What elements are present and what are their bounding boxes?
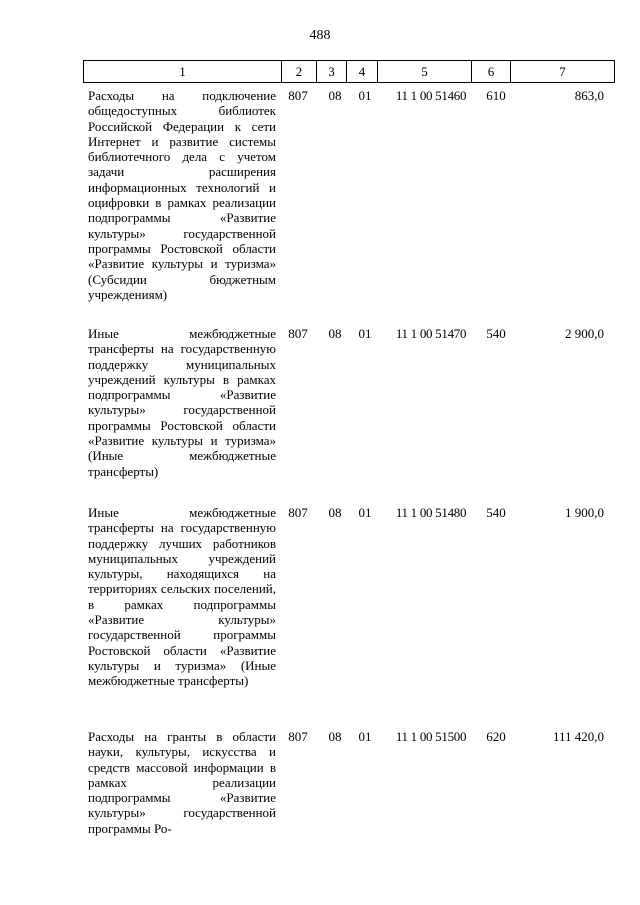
column-header-row — [83, 60, 615, 83]
column-header-6: 6 — [472, 61, 511, 83]
expense-type-code: 620 — [486, 729, 506, 744]
ministry-code: 807 — [288, 729, 308, 744]
amount: 1 900,0 — [565, 505, 604, 520]
section-code: 08 — [328, 505, 342, 520]
row-description: Расходы на подключение общедоступных библиотек Российской Федерации к сети Интернет и развитие системы библиотечного дела с учетом задачи расширения информационных технологий и оцифровки в рамках реализации подпрограммы «Развитие культуры» государственной программы Ростовской области «Развитие культуры и туризма» (Субсидии бюджетным учреждениям) — [88, 88, 276, 302]
ministry-code: 807 — [288, 88, 308, 103]
ministry-code: 807 — [288, 505, 308, 520]
amount: 2 900,0 — [565, 326, 604, 341]
subsection-code: 01 — [358, 326, 372, 341]
target-article-code: 11 1 00 51470 — [395, 326, 467, 341]
target-article-code: 11 1 00 51500 — [395, 729, 467, 744]
column-header-7: 7 — [511, 61, 615, 83]
subsection-code: 01 — [358, 729, 372, 744]
column-header-5: 5 — [378, 61, 472, 83]
column-header-4: 4 — [347, 61, 378, 83]
page-number: 488 — [309, 28, 331, 43]
row-description: Расходы на гранты в области науки, культуры, искусства и средств массовой информации в рамках реализации подпрограммы «Развитие культуры» государственной программы Ро- — [88, 729, 276, 836]
expense-type-code: 540 — [486, 326, 506, 341]
amount: 111 420,0 — [552, 729, 604, 744]
column-header-1: 1 — [84, 61, 282, 83]
target-article-code: 11 1 00 51480 — [395, 505, 467, 520]
target-article-code: 11 1 00 51460 — [395, 88, 467, 103]
section-code: 08 — [328, 88, 342, 103]
column-header-2: 2 — [282, 61, 317, 83]
subsection-code: 01 — [358, 88, 372, 103]
column-header-3: 3 — [317, 61, 347, 83]
section-code: 08 — [328, 729, 342, 744]
expense-type-code: 540 — [486, 505, 506, 520]
row-description: Иные межбюджетные трансферты на государственную поддержку лучших работников муниципальных учреждений культуры, находящихся на территориях сельских поселений, в рамках подпрограммы «Развитие культуры» государственной программы Ростовской области «Развитие культуры и туризма» (Иные межбюджетные трансферты) — [88, 505, 276, 689]
subsection-code: 01 — [358, 505, 372, 520]
row-description: Иные межбюджетные трансферты на государственную поддержку муниципальных учреждений культуры в рамках подпрограммы «Развитие культуры» государственной программы Ростовской области «Развитие культуры и туризма» (Иные межбюджетные трансферты) — [88, 326, 276, 479]
section-code: 08 — [328, 326, 342, 341]
ministry-code: 807 — [288, 326, 308, 341]
expense-type-code: 610 — [486, 88, 506, 103]
amount: 863,0 — [574, 88, 604, 103]
